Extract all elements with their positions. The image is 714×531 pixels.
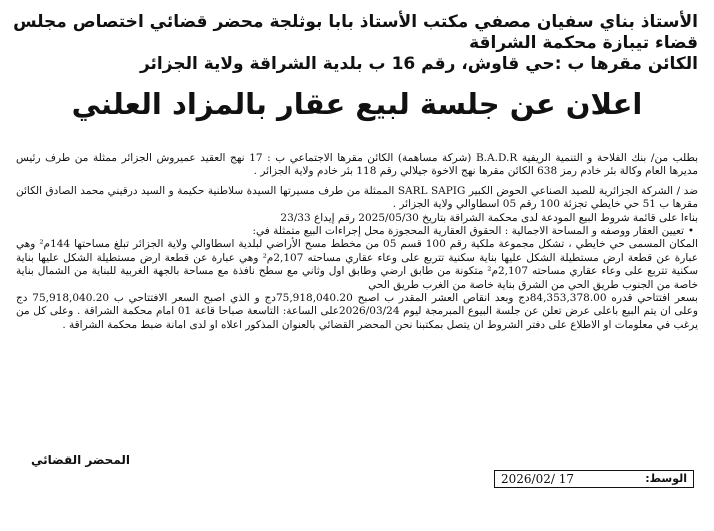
notice-title: اعلان عن جلسة لبيع عقار بالمزاد العلني [71, 87, 643, 121]
publication-date: 2026/02/ 17 [501, 472, 574, 486]
paragraph-plaintiff: بطلب من/ بنك الفلاحة و التنمية الريفية B.A.D.R (شركة مساهمة) الكائن مقرها الاجتماعي ب : 17 نهج العقيد عميروش الجزائر ممثلة من طرف رئيس مديرها العام وكالة بئر خادم رمز 638 الكائن مقرها نهج الاخوة جيلالي رقم 118 بئر خادم ولاية الجزائر . [16, 152, 698, 178]
notice-body [16, 152, 698, 332]
newspaper-label: الوسط: [645, 472, 687, 485]
notice-header [13, 12, 698, 75]
paragraph-defendant: ضد / الشركة الجزائرية للصيد الصناعي الحوض الكبير SARL SAPIG الممثلة من طرف مسيرتها السيدة سلاطنية حكيمة و السيد درقيني محمد الصادق الكائن مقرها ب 51 حي خايطي تجزئة 100 رقم 05 اسطاوالي ولاية الجزائر . [16, 184, 699, 211]
paragraph-property-description: المكان المسمى حي خايطي ، تشكل مجموعة ملكية رقم 100 قسم 05 من مخطط مسح الأراضي لبلدية اسطاوالي ولاية الجزائر تبلغ مساحتها 144م² وهي عبارة عن قطعة ارض مستطيلة الشكل عليها بناية سكنية تتربع على وعاء عقاري مساحته 2,107م² وهي عبارة عن قطعة ارض مستطيلة الشكل عليها بناية سكنية تتربع على وعاء عقاري مساحته 2,107م² متكونة من طابق ارضي وطابق اول وثاني مع سطح نافذة مع مساحة بالجهة الغربية للبناية من الشمال بناية خاصة من الجنوب طريق الحي من الشرق بناية خاصة من الغرب طريق الحي [16, 238, 698, 291]
publication-date-box [494, 470, 694, 488]
header-line-2: قضاء تيبازة محكمة الشراقة [469, 33, 698, 53]
signer: المحضر القضائي [30, 453, 130, 467]
bullet-icon: • [687, 225, 695, 238]
bullet-text: تعيين العقار ووصفه و المساحة الاجمالية : الحقوق العقارية المحجوزة محل إجراءات البيع متمثلة في: [252, 225, 684, 238]
paragraph-price-and-session: بسعر افتتاحي قدره 84,353,378.00دج وبعد انقاص العشر المقدر ب اصبح 75,918,040.20دج و الذي اصبح السعر الافتتاحي ب 75,918,040.20 دج وعلى ان يتم البيع باعلى عرض تعلن عن جلسة البيوع المبرمجة ليوم 2026/03/24على الساعة: التاسعة صباحا قاعة 01 امام محكمة الشراقة . وعلى كل من يرغب في معلومات او الاطلاع على دفتر الشروط ان يتصل بمكتبنا نحن المحضر القضائي بالعنوان المذكور اعلاه او لدى امانة ضبط محكمة الشراقة . [16, 292, 698, 331]
header-line-3: الكائن مقرها ب :حي قاوش، رقم 16 ب بلدية الشراقة ولاية الجزائر [139, 54, 698, 74]
bullet-property-designation [16, 225, 698, 238]
header-line-1: الأستاذ بناي سفيان مصفي مكتب الأستاذ بابا بوثلجة محضر قضائي اختصاص مجلس [13, 12, 698, 32]
paragraph-conditions: بناءا على قائمة شروط البيع المودعة لدى محكمة الشراقة بتاريخ 2025/05/30 رقم إيداع 23/33 [280, 211, 698, 224]
